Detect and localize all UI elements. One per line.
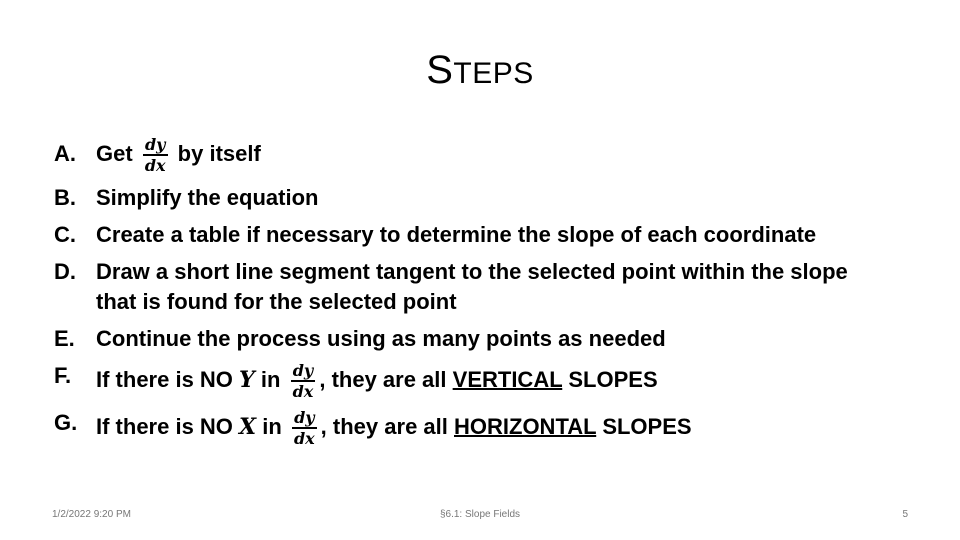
step-text: Create a table if necessary to determine the slope of each coordinate: [96, 222, 817, 247]
math-variable: Y: [239, 366, 255, 393]
step-d: [52, 257, 912, 317]
underlined-term: VERTICAL: [452, 366, 563, 392]
step-text: Get: [96, 141, 133, 166]
slide-title: [0, 48, 960, 93]
fraction-numerator: dy: [144, 135, 166, 155]
step-marker: B.: [54, 185, 76, 210]
step-text-line1: Draw a short line segment tangent to the selected point within the slope: [96, 259, 848, 284]
step-text: in: [260, 366, 281, 392]
footer-section: §6.1: Slope Fields: [439, 509, 521, 520]
step-text: in: [262, 413, 282, 439]
step-marker: F.: [54, 363, 72, 388]
step-c: [52, 220, 912, 250]
title-rest: TEPS: [453, 57, 534, 90]
step-text-line2: that is found for the selected point: [96, 289, 457, 314]
footer-page-number: 5: [902, 509, 908, 520]
math-variable: X: [239, 413, 257, 440]
comma: ,: [320, 413, 327, 439]
step-marker: G.: [54, 410, 78, 435]
step-marker: C.: [54, 222, 76, 247]
step-text: by itself: [177, 141, 261, 166]
step-marker: D.: [54, 259, 76, 284]
step-a: [52, 132, 912, 176]
step-text: If there is NO: [96, 366, 233, 392]
step-f: [52, 361, 912, 401]
dy-dx-fraction: [143, 135, 168, 175]
underlined-term: HORIZONTAL: [454, 413, 597, 439]
fraction-denominator: dx: [292, 382, 314, 401]
step-text: SLOPES: [568, 366, 658, 392]
comma: ,: [319, 366, 326, 392]
dy-dx-fraction: [292, 408, 317, 448]
step-e: [52, 324, 912, 354]
fraction-numerator: dy: [294, 408, 315, 427]
step-text: If there is NO: [96, 413, 233, 439]
footer-date: 1/2/2022 9:20 PM: [52, 509, 131, 520]
step-marker: A.: [54, 141, 76, 166]
dy-dx-fraction: [291, 361, 316, 401]
step-g: [52, 408, 912, 448]
title-initial: S: [426, 48, 454, 92]
step-b: [52, 183, 912, 213]
fraction-denominator: dx: [144, 156, 166, 176]
fraction-denominator: dx: [293, 429, 315, 448]
step-text: SLOPES: [602, 413, 692, 439]
steps-list: [52, 132, 912, 455]
step-text: Simplify the equation: [96, 185, 319, 210]
step-text: they are all: [331, 366, 447, 392]
fraction-numerator: dy: [292, 361, 314, 380]
step-text: Continue the process using as many points as needed: [96, 326, 666, 351]
step-marker: E.: [54, 326, 75, 351]
step-text: they are all: [332, 413, 448, 439]
